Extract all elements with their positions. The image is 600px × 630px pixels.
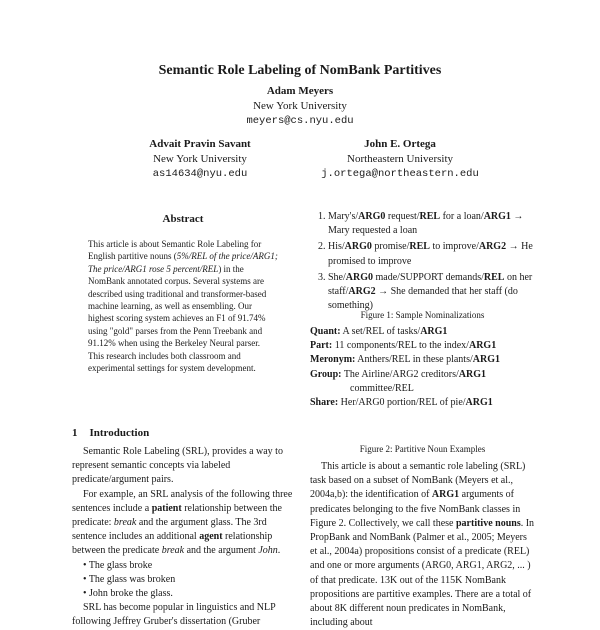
author-1 [200,84,400,129]
body-paragraph: This article is about a semantic role labeling (SRL) task based on a subset of NomBank (Meyers et al., 2004a,b): the identification of ARG1 arguments of predicates belonging to the five NomBank classes in Figure 2. Collectively, we call these partitive nouns. In PropBank and NomBank (Palmer et al., 2005; Meyers et al., 2004a) propositions consist of a predicate (REL) and one or more arguments (ARG0, ARG1, ARG2, ... ) of that predicate. 13K out of the 115K NomBank propositions are partitive examples. There are a total of about 8K different noun predicates in NomBank, including about [310,461,535,629]
intro-paragraph: SRL has become popular in linguistics and NLP following Jeffrey Gruber's dissertation (Gruber [72,602,276,628]
author-name: John E. Ortega [364,138,436,150]
abstract-part: This article is about Semantic Role Labeling for English partitive nouns ( [88,239,262,262]
author-2 [100,137,300,182]
intro-paragraph: For example, an SRL analysis of the following three sentences include a patient relationship between the predicate: break and the argument glass. The 3rd sentence includes an additional agent relationship between the predicate break and the argument John. [72,488,293,557]
list-item: Quant: A set/REL of tasks/ARG1 [310,326,448,337]
author-3 [300,137,500,182]
figure-2-list [310,325,535,410]
figure-1-caption: Figure 1: Sample Nominalizations [360,310,485,320]
author-affiliation: Northeastern University [347,153,453,165]
author-email[interactable]: as14634@nyu.edu [152,168,248,180]
list-item: • The glass was broken [83,573,294,587]
list-item: • John broke the glass. [83,587,294,601]
intro-paragraph: Semantic Role Labeling (SRL), provides a way to represent semantic concepts via labeled predicate/argument pairs. [72,446,283,486]
list-item: 1. Mary's/ARG0 request/REL for a loan/ARG1 → Mary requested a loan [328,210,535,238]
list-item: Meronym: Anthers/REL in these plants/ARG1 [310,354,500,366]
author-affiliation: New York University [253,100,347,112]
author-email[interactable]: j.ortega@northeastern.edu [321,168,479,180]
list-item: • The glass broke [83,559,294,573]
example-list [72,559,294,602]
list-item: 3. She/ARG0 made/SUPPORT demands/REL on her staff/ARG2 → She demanded that her staff (do something) [328,271,535,314]
figure-1-list [310,210,535,315]
abstract-part: ) in the NomBank annotated corpus. Several systems are described using traditional and transformer-based machine learning, as well as ensembling. Our highest scoring system achieves an F1 of 91.74% using "gold" parses from the Penn Treebank and 91.12% when using the Berkeley Neural parser. This research includes both classroom and experimental settings for system development. [88,263,267,374]
author-name: Advait Pravin Savant [149,138,251,150]
section-title: Introduction [89,427,150,439]
section-heading [72,427,149,439]
intro-text [72,445,294,630]
author-email[interactable]: meyers@cs.nyu.edu [246,115,354,127]
paper-title: Semantic Role Labeling of NomBank Partitives [158,63,442,78]
author-affiliation: New York University [153,153,247,165]
abstract-example: 5%/REL of the price/ARG1; The price/ARG1 rose 5 percent/REL [88,251,278,274]
author-name: Adam Meyers [266,85,334,97]
list-item: Share: Her/ARG0 portion/REL of pie/ARG1 [310,397,493,409]
body-text [310,460,535,630]
section-number: 1 [72,427,78,439]
list-item: Part: 11 components/REL to the index/ARG1 [310,340,497,352]
figure-2-caption: Figure 2: Partitive Noun Examples [359,444,486,454]
list-item: 2. His/ARG0 promise/REL to improve/ARG2 → He promised to improve [328,240,535,268]
abstract-text [88,238,278,374]
list-item: Group: The Airline/ARG2 creditors/ARG1 committee/REL [310,368,487,394]
abstract-heading: Abstract [162,213,204,225]
